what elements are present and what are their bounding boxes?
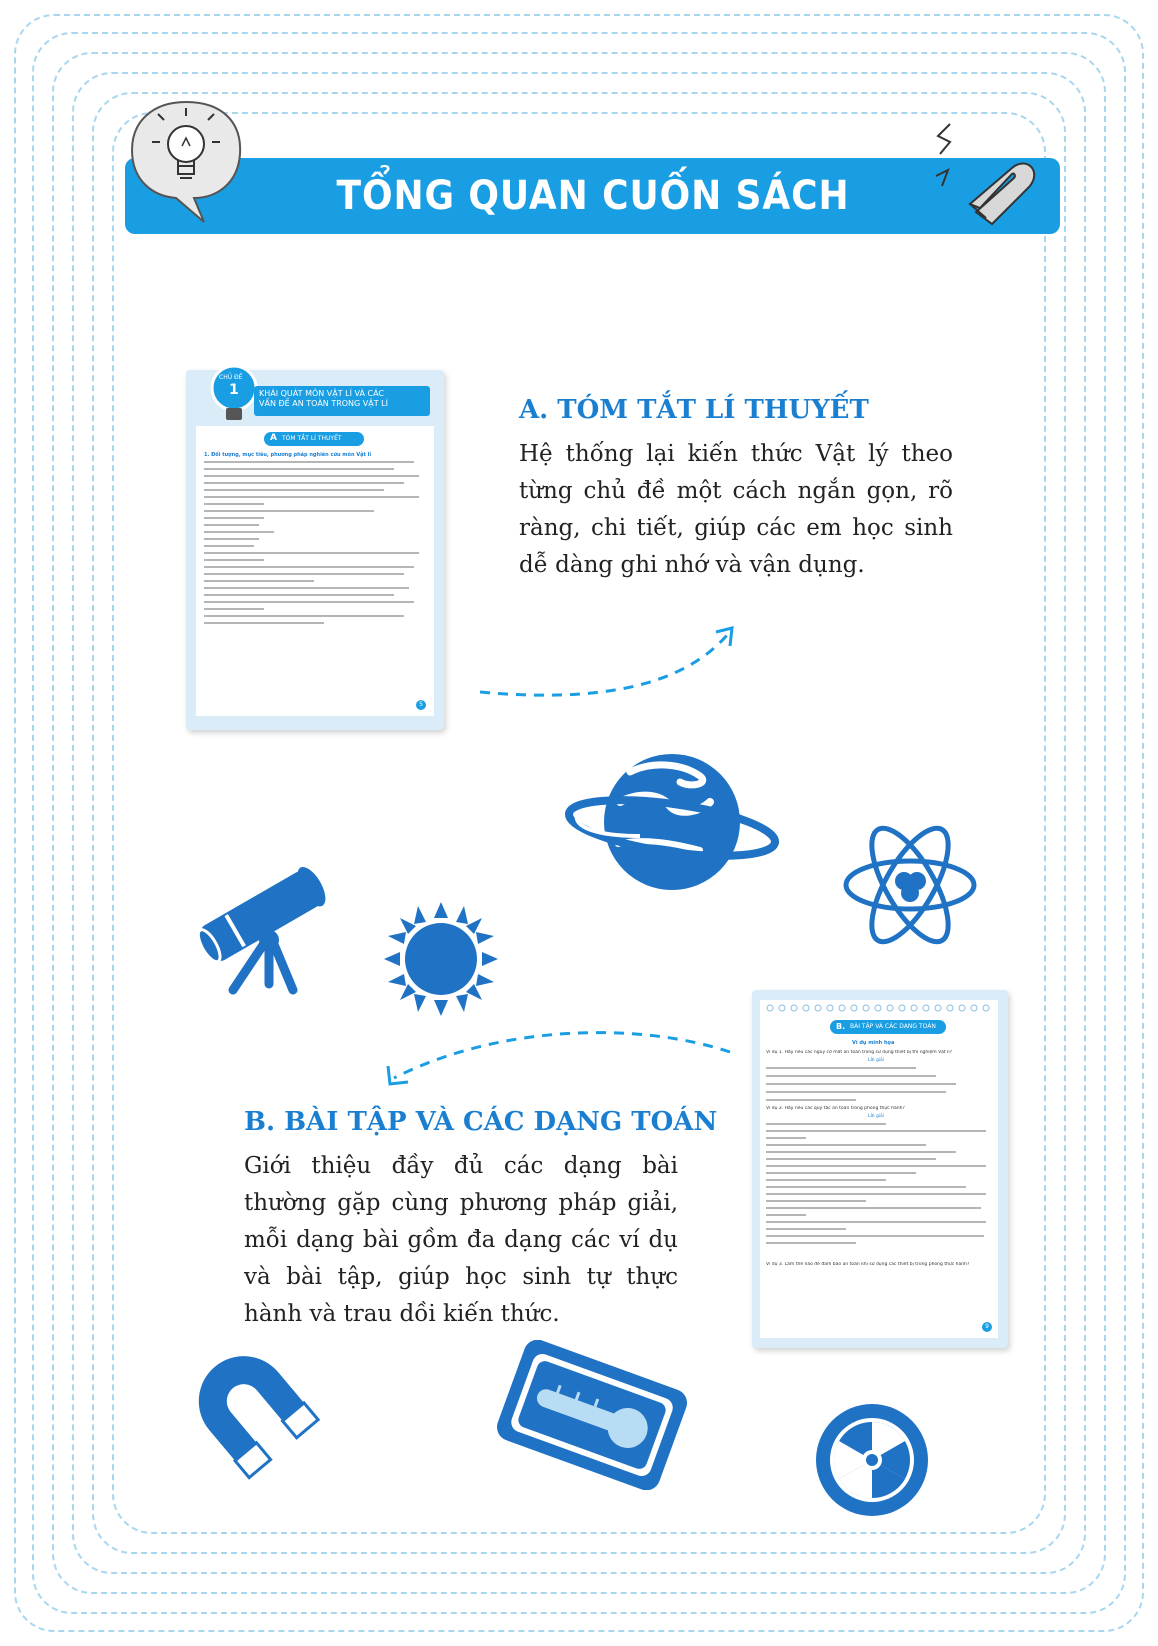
thumbnail-subheading: 1. Đối tượng, mục tiêu, phương pháp nghiên cứu môn Vật lí (204, 452, 372, 458)
thumbnail-tab-label: TÓM TẮT LÍ THUYẾT (282, 435, 342, 442)
horseshoe-magnet-icon (172, 1330, 322, 1480)
thumbnail-b-example-1: Ví dụ 1. Hãy nêu các nguy cơ mất an toàn trong sử dụng thiết bị thí nghiệm Vật lí? (766, 1050, 953, 1055)
radiation-icon (812, 1400, 932, 1520)
thumbnail-section-tab (264, 432, 364, 446)
thumbnail-b-page-body (760, 1000, 998, 1338)
thumbnail-title-line2: VẤN ĐỀ AN TOÀN TRONG VẬT LÍ (259, 399, 388, 408)
thumbnail-b-example-2: Ví dụ 2. Hãy nêu các quy tắc an toàn trong phòng thực hành? (766, 1106, 905, 1111)
title-banner (125, 158, 1060, 234)
thumbnail-b-subheading: Ví dụ minh họa (852, 1040, 895, 1046)
section-a-heading: A. TÓM TẮT LÍ THUYẾT (519, 395, 869, 425)
section-a-body: Hệ thống lại kiến thức Vật lý theo từng chủ đề một cách ngắn gọn, rõ ràng, chi tiết, giúp các em học sinh dễ dàng ghi nhớ và vận dụng. (519, 441, 953, 578)
atom-icon (840, 815, 980, 955)
page-title: TỔNG QUAN CUỐN SÁCH (335, 173, 849, 219)
topic-badge-label: CHỦ ĐỀ (219, 374, 243, 381)
magnet-sketch-icon (930, 112, 1050, 242)
dashed-arrow-right-icon (470, 620, 740, 720)
sun-icon (382, 900, 500, 1018)
thumbnail-theory-page (186, 370, 444, 730)
thumbnail-page-number: 5 (416, 700, 426, 710)
dashed-arrow-left-icon (380, 1012, 740, 1092)
section-b-heading: B. BÀI TẬP VÀ CÁC DẠNG TOÁN (244, 1107, 718, 1137)
thumbnail-b-section-tab (830, 1020, 946, 1034)
thumbnail-b-tab-letter: B. (836, 1022, 846, 1031)
thumbnail-text-lines (204, 460, 426, 675)
lightbulb-icon (124, 94, 249, 229)
thumbnail-b-spiral-binding (766, 1004, 994, 1012)
thumbnail-title-bar (254, 386, 430, 416)
thermometer-icon (492, 1340, 692, 1490)
planet-icon (560, 732, 780, 904)
thumbnail-page-body (196, 426, 434, 716)
thumbnail-exercises-page (752, 990, 1008, 1348)
telescope-icon (195, 846, 345, 996)
thumbnail-b-page-number: 9 (982, 1322, 992, 1332)
thumbnail-b-example-3: Ví dụ 3. Làm thế nào để đảm bảo an toàn khi sử dụng các thiết bị trong phòng thực hành? (766, 1262, 970, 1267)
thumbnail-title-line1: KHÁI QUÁT MÔN VẬT LÍ VÀ CÁC (259, 389, 385, 398)
thumbnail-b-tab-label: BÀI TẬP VÀ CÁC DẠNG TOÁN (850, 1023, 936, 1030)
thumbnail-b-text-lines-2 (766, 1122, 992, 1272)
thumbnail-b-solution-1: Lời giải (868, 1058, 885, 1063)
topic-badge-number: 1 (229, 382, 239, 398)
thumbnail-tab-letter: A (270, 433, 277, 443)
thumbnail-b-solution-2: Lời giải (868, 1114, 885, 1119)
section-b-body: Giới thiệu đầy đủ các dạng bài thường gặp cùng phương pháp giải, mỗi dạng bài gồm đa dạng các ví dụ và bài tập, giúp học sinh tự thực hành và trau dồi kiến thức. (244, 1153, 678, 1327)
